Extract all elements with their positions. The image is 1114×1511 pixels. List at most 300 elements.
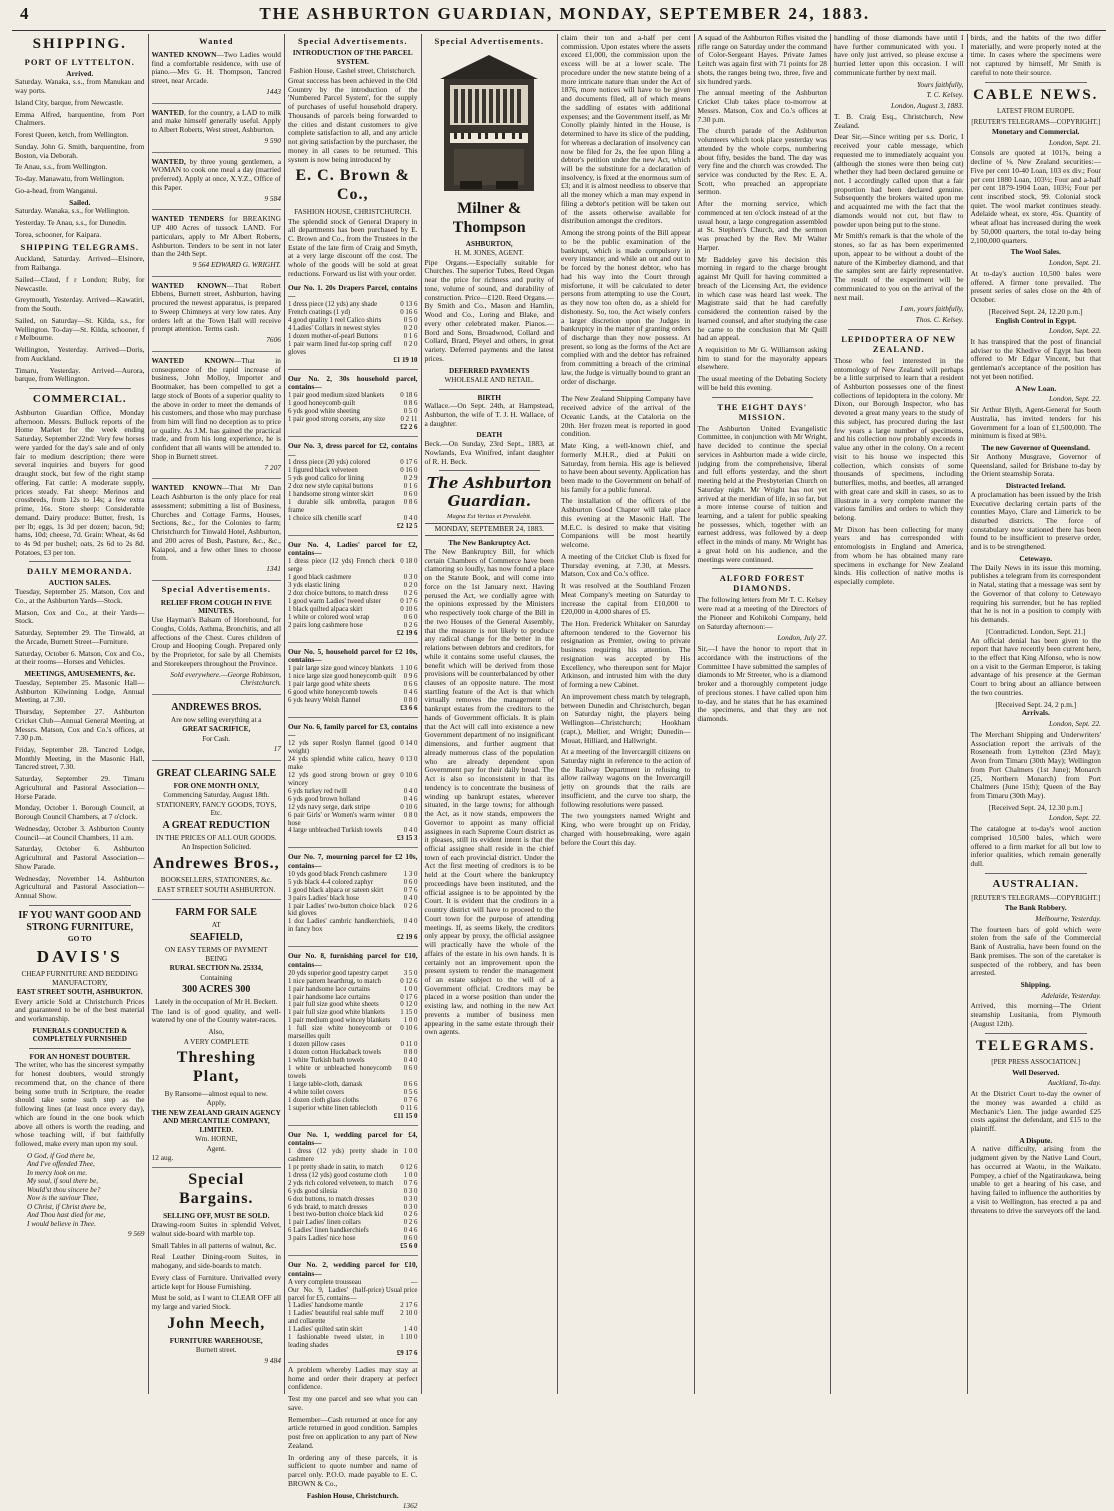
parcel-item-name: 1 pair full size good white blankets: [288, 1009, 385, 1017]
parcel-item-price: 0 6 0: [403, 1235, 418, 1243]
column-3: [285, 34, 422, 1511]
ad-text: for BREAKING UP 400 Acres of tussock LAND. For particulars, apply to Mr Albert Roberts, Ashburton. Tenders to be sent in not later than the 24th Sept.: [151, 214, 281, 259]
parcel-item-price: 0 4 6: [403, 795, 418, 803]
parcel-item-row: [288, 1310, 418, 1326]
parcel-list: [288, 282, 418, 1363]
parcel-item-price: 0 13 6: [400, 301, 418, 309]
parcel-item-price: 0 5 0: [403, 317, 418, 325]
ad-lead: WANTED,: [151, 156, 186, 166]
parcel-total-label: [288, 705, 398, 713]
parcel-item-price: 0 3 0: [403, 1195, 418, 1203]
meeting-item: Saturday, October 6. Ashburton Agricultural and Pastoral Association—Show Parade.: [15, 844, 145, 871]
received-line: [Received Sept. 24, 12.30 p.m.]: [988, 802, 1083, 812]
ad-text: —Two Ladies would find a comfortable residence, with use of piano.—Mrs G. H. Thompson, Tancred street, near Arcade.: [151, 50, 281, 86]
parcel-item-name: 1 pair handsome lace curtains: [288, 993, 370, 1001]
dateline: London, Sept. 21.: [1049, 137, 1101, 147]
parcel-item-price: 0 2 0: [403, 582, 418, 589]
dateline: London, Sept. 22.: [1049, 719, 1101, 729]
grain-agent: Wm. HORNE,: [194, 1135, 238, 1144]
parcel-item-row: [288, 887, 418, 895]
parcel-block: [288, 1259, 418, 1363]
egypt-text: It has transpired that the post of financial adviser to the Khedive of Egypt has been offered to Mr Edgar Vincent, but that gentleman's acceptance of the position has not yet been notified.: [970, 337, 1101, 381]
news-item: The Hon. Frederick Whitaker on Saturday afternoon tendered to the Governor his resignation as Premier, owing to private business requiring his attention. The resignation was accepted by His Excellency, who thereupon sent for Major Atkinson, and intrusted him with the duty of forming a new Cabinet.: [561, 619, 691, 690]
sailed-item: Torea, schooner, for Kaipara.: [15, 229, 102, 239]
shipping-heading: Shipping.: [1020, 979, 1051, 989]
wanted-heading: Wanted: [199, 36, 234, 46]
deferred-payments: DEFERRED PAYMENTS: [449, 366, 530, 375]
parcel-item-name: 1 black quilted alpaca skirt: [288, 605, 363, 613]
grain-agent-title: Agent.: [206, 1144, 226, 1153]
parcel-item-price: 0 10 6: [400, 771, 418, 779]
australian-heading: AUSTRALIAN.: [992, 877, 1079, 890]
ad-reference: 7606: [266, 335, 281, 345]
parcel-item-price: 2 10 0: [400, 1310, 418, 1318]
parcel-item-row: [288, 606, 418, 614]
wanted-ad: [152, 280, 282, 352]
special-ads-heading: Special Advertisements.: [161, 583, 271, 594]
parcel-item-row: [288, 475, 418, 483]
parcel-title: Our No. 6, family parcel for £3, contains—: [288, 721, 418, 740]
davis-address: EAST STREET SOUTH, ASHBURTON.: [16, 988, 143, 997]
relief-reference: Sold everywhere.—George Robinson, Christchurch.: [170, 669, 281, 688]
meeting-item: Wednesday, October 3. Ashburton County Council—at Council Chambers, 11 a.m.: [15, 823, 145, 842]
parcel-total: £3 6 6: [400, 704, 418, 712]
letter-text: handling of those diamonds have until I have further communicated with you. I have only just arrived, so please excuse a hurried letter upon this occasion. I will communicate further by next mail.: [834, 33, 964, 77]
meeting-item: Friday, September 28. Tancred Lodge, Monthly Meeting, in the Masonic Hall, Tancred street, 7.30.: [15, 744, 145, 772]
column-8: [968, 34, 1105, 1394]
andrewes-line: Are now selling everything at a: [171, 715, 262, 724]
parcel-item-name: 1 dozen pillow cases: [288, 1041, 346, 1049]
telegrams-source: [PER PRESS ASSOCIATION.]: [991, 1058, 1081, 1067]
parcel-item-row: [288, 622, 418, 630]
parcel-item-row: [288, 903, 418, 919]
parcel-item-name: 1 fashionable tweed ulster, in leading shades: [288, 1334, 384, 1350]
parcel-item-name: 1 pair good strong corsets, any size: [288, 415, 386, 423]
contradicted-text: An official denial has been given to the report that have recently been current here, to the effect that King Alfonso, who is now on a visit to the German Emperor, is taking advantage of his presence at the German Court to bring about an alliance between the two countries.: [970, 635, 1101, 697]
parcel-block: [288, 950, 418, 1125]
parcel-item-name: 6 yds good brown holland: [288, 795, 360, 803]
news-item: An improvement chess match by telegraph, between Dunedin and Christchurch, began on Saturday night, the players being Wellington—Christchurch; Hookham (capt.), Mellier, and Wright; Dunedin—Mouat, Hilliard, and Hallwright.: [561, 691, 691, 745]
dateline: Melbourne, Yesterday.: [1035, 913, 1101, 923]
parcel-item-price: 0 6 0: [403, 1064, 418, 1072]
parcel-item-price: 0 2 11: [400, 415, 418, 423]
parcel-item-name: 1 large table-cloth, damask: [288, 1080, 363, 1088]
arrived-item: Emma Alfred, barquentine, from Port Chalmers.: [15, 109, 145, 128]
column-6: [695, 34, 832, 1394]
clearing-firm-address: EAST STREET SOUTH ASHBURTON.: [157, 885, 276, 894]
newspaper-title: THE ASHBURTON GUARDIAN, MONDAY, SEPTEMBER 24, 1883.: [259, 4, 871, 23]
parcel-item-row: [288, 994, 418, 1002]
parcel-item-row: [288, 1049, 418, 1057]
parcel-block: [288, 373, 418, 437]
parcel-item-name: 6 yds good silesia: [288, 1187, 338, 1195]
parcel-total-label: [288, 1243, 398, 1251]
ad-reference: 7 207: [264, 462, 281, 472]
parcel-table: [288, 459, 418, 530]
parcel-item-row: [288, 1326, 418, 1334]
farm-place: SEAFIELD,: [189, 931, 243, 943]
column-4: [422, 34, 559, 1394]
parcel-note: Test my one parcel and see what you can save.: [288, 1394, 418, 1412]
wool-text: At to-day's auction 10,500 bales were offered. A firmer tone prevailed. The present series of sales close on the 4th of October.: [970, 268, 1101, 305]
doubter-heading: FOR AN HONEST DOUBTER.: [29, 1051, 130, 1061]
parcel-total-label: [288, 1350, 384, 1358]
parcel-item-price: 1 10 0: [400, 1334, 418, 1342]
letter-text: Mr Smith's remark is that the whole of the stones, so far as has been experimented upon, appear to be without a doubt of the nature of the Kimberley diamond, and that the samples sent are fairly representative. The result of the experiment will be communicated to you on the arrival of the next mail.: [834, 231, 964, 302]
parcel-item-name: 1 dress piece (12 yds) any shade: [288, 301, 378, 309]
parcel-item-row: [288, 681, 418, 689]
bank-text: The fourteen bars of gold which were stolen from the safe of the Commercial Bank of Australia, have been found on the Bank premises. The son of the caretaker is suspected of the robbery, and has been arrested.: [970, 924, 1101, 978]
article-body: claim their ton and a-half per cent commission. Upon estates where the assets exceed £1,000, the commission upon the excess will be at a lower scale. The procedure under the new statute being of a more intricate nature than under the Act of 1876, more notices will have to be given and documents filed, all of which means the saddling of estates with additional expenses; and the Government itself, as Mr Conolly plainly hinted in the House, is determined to have its slice of the pudding, for whereas a declaration of insolvency can now be filed for 2s, the fee upon filing a debtor's petition under the new Act, which will be the substitute for a declaration of insolvency, is fixed at the enormous sum of £3; and it is almost needless to observe that all the money which a man may expend in filing a debtor's petition will be taken out of the assets otherwise available for distribution amongst the creditors.: [561, 33, 691, 226]
parcel-item-name: 1 handsome strong winter skirt: [288, 491, 374, 499]
parcel-item-name: 1 choice silk chenille scarf: [288, 514, 362, 522]
parcel-item-row: [288, 970, 418, 978]
parcel-item-price: 0 8 6: [403, 498, 418, 506]
parcel-item-row: [288, 740, 418, 756]
parcel-item-price: 0 12 0: [400, 1001, 418, 1009]
parcel-total-row: [288, 1243, 418, 1251]
news-item: The New Zealand Shipping Company have received advice of the arrival of the Oceanic Lands, at the Cataloria on the 20th. Her frozen meat is reported in good condition.: [561, 394, 691, 439]
arrived-item: Island City, barque, from Newcastle.: [15, 97, 124, 107]
parcel-item-price: 1 4 0: [403, 1326, 418, 1334]
parcel-item-row: [288, 1211, 418, 1219]
arrived-heading: Arrived.: [66, 68, 94, 78]
parcel-item-price: 0 7 6: [403, 1096, 418, 1104]
column-2: [149, 34, 286, 1394]
parcel-item-price: 0 4 6: [403, 688, 418, 696]
clearing-sale-ad: [152, 764, 282, 900]
parcel-item-row: [288, 408, 418, 416]
news-item: It was resolved at the Southland Frozen Meat Company's meeting on Saturday to increase the capital from £10,000 to £20,000 in 4,000 shares of £5.: [561, 581, 691, 617]
parcel-item-row: [288, 1089, 418, 1097]
clearing-line: STATIONERY, FANCY GOODS, TOYS, Etc.: [156, 800, 277, 818]
divider: [29, 561, 131, 562]
dispute-text: A native difficulty, arising from the judgment given by the Native Land Court, has occurred at Waotu, in the Waikato. Pompey, a chief of the Ngatiraukawa, being unable to get a hearing of his case, and having failed to influence the authorities by a visit to Wellington, has erected a pa and threatens to drive the surveyors off the land.: [970, 1144, 1101, 1215]
bargains-heading: Special Bargains.: [179, 1171, 254, 1207]
parcel-total: £9 17 6: [396, 1350, 418, 1358]
parcel-block: [288, 646, 418, 718]
parcel-table: [288, 871, 418, 942]
parcel-item-row: [288, 1302, 418, 1310]
milner-thompson-title: Milner & Thompson: [452, 200, 526, 236]
auction-item: Saturday, September 29. The Tinwald, at the Arcade, Burnett Street—Furniture.: [15, 628, 145, 646]
parcel-item-row: [288, 317, 418, 325]
ad-reference: 1362: [402, 1501, 418, 1511]
parcel-item-name: 12 yds super Roslyn flannel (good weight): [288, 740, 395, 756]
farm-line: A VERY COMPLETE: [183, 1037, 249, 1046]
parcel-item-price: 0 2 6: [403, 1219, 418, 1227]
parcel-item-row: [288, 400, 418, 408]
parcel-table: [288, 740, 418, 843]
ad-reference: 9 584: [264, 193, 281, 203]
poem-line: And Thou hast died for me,: [27, 1211, 106, 1220]
editorial-motto: Magna Est Veritas et Prevalebit.: [447, 512, 532, 520]
sailed-item: Saturday. Wanaka, s.s., for Wellington.: [15, 206, 130, 216]
news-item: The installation of the officers of the Ashburton Good Chapter will take place this evening at the Masonic Hall. The M.E.C. is desired to make that visiting Companions will be most heartily welcome.: [561, 496, 691, 550]
page-number: 4: [20, 4, 30, 23]
telegram-item: Auckland, Saturday. Arrived—Elsinore, from Raibanga.: [15, 254, 145, 273]
parcel-item-price: 0 17 6: [400, 993, 418, 1001]
clearing-line: IN THE PRICES OF ALL OUR GOODS.: [155, 833, 277, 842]
meeting-item: Saturday, September 29. Timaru Agricultural and Pastoral Association—Horse Parade.: [15, 774, 145, 801]
qld-heading: The new Governor of Queensland.: [981, 443, 1090, 453]
parcel-item-row: [288, 879, 418, 887]
parcel-item-price: 0 4 0: [403, 827, 418, 835]
shipping-text: Arrived, this morning—The Orient steamship Lusitania, from Plymouth (August 12th).: [970, 1001, 1101, 1028]
arrived-item: Go-a-head, from Wanganui.: [15, 185, 98, 195]
loan-text: Sir Arthur Blyth, Agent-General for South Australia, has invited tenders for his Government for a loan of £1,500,000. The minimum is fixed at 98½.: [970, 405, 1101, 441]
meech-name: John Meech,: [167, 1314, 266, 1332]
parcel-item-price: 0 10 6: [400, 1025, 418, 1033]
parcel-title: Our No. 1, wedding parcel for £4, contains—: [288, 1129, 418, 1148]
bargain-clearance: Must be sold, as I want to CLEAR OFF all my large and varied Stock.: [151, 1293, 281, 1312]
sailed-item: Yesterday. Te Anau, s.s., for Dunedin.: [15, 217, 127, 227]
poem-line: O Christ, if Christ there be,: [27, 1202, 106, 1211]
parcel-item-price: 3 5 0: [403, 969, 418, 977]
andrewes-ad: [152, 698, 282, 761]
parcel-item-row: [288, 416, 418, 424]
ireland-text: A proclamation has been issued by the Irish Executive declaring certain parts of the counties Mayo, Clare and Limerick to be disturbed districts. The force of constabulary now stationed there has been found to be insufficient to preserve order, and is to be strengthened.: [970, 489, 1101, 552]
parcel-item-name: 2 doz choice buttons, to match dress: [288, 589, 389, 597]
shipping-telegrams-heading: SHIPPING TELEGRAMS.: [20, 242, 139, 253]
letter-place-date: London, August 3, 1883.: [890, 101, 964, 111]
shipping-heading: SHIPPING.: [32, 36, 127, 52]
parcel-item-row: [288, 1057, 418, 1065]
parcel-item-price: 0 4 0: [403, 894, 418, 902]
news-item: The two youngsters named Wright and King, who were brought up on Friday, charged with housebreaking, were again before the Court this day.: [561, 811, 691, 847]
parcel-item-row: [288, 499, 418, 515]
wool-heading: The Wool Sales.: [1010, 247, 1061, 257]
parcel-item-price: —: [410, 1278, 418, 1286]
threshing-heading: Threshing Plant,: [176, 1049, 256, 1086]
wanted-ad: [152, 156, 282, 211]
parcel-item-price: 0 18 6: [400, 392, 418, 400]
letter-signature: T. C. Kelsey.: [926, 90, 964, 100]
parcel-item-row: [288, 673, 418, 681]
poem-line: O God, if God there be,: [27, 1151, 95, 1160]
parcel-item-name: 1 pair large size good wincey blankets: [288, 665, 394, 673]
article-heading: The New Bankruptcy Act.: [448, 538, 531, 548]
parcel-item-row: [288, 697, 418, 705]
parcel-item-row: [288, 392, 418, 400]
parcel-item-price: 0 2 6: [403, 902, 418, 910]
letter-signoff: I am, yours faithfully,: [900, 304, 964, 314]
divider: [29, 905, 131, 906]
relief-heading: RELIEF FROM COUGH IN FIVE MINUTES.: [160, 597, 272, 616]
parcel-text: Great success has been achieved in the Old Country by the introduction of the 'Numbered Parcel System', for the supply of purchases of useful household drapery. Thousands of parcels being forwarded to the cities and distant customers to give complete satisfaction to all, and any article not giving satisfaction by the purchaser, the money in all cases to be returned. This system is now being introduced by: [288, 75, 418, 164]
parcel-block: [288, 1129, 418, 1257]
ad-text: by three young gentlemen, a WOMAN to cook one meal a day (married preferred). Apply at once, X.Y.Z., Office of this Paper.: [151, 156, 281, 192]
ad-lead: WANTED KNOWN: [151, 483, 222, 493]
parcel-item-price: 0 6 0: [403, 613, 418, 621]
parcel-item-price: 0 4 0: [403, 1057, 418, 1064]
australian-copyright: [REUTER'S TELEGRAMS—COPYRIGHT.]: [971, 893, 1101, 902]
parcel-title: Our No. 1. 20s Drapers Parcel, contains—: [288, 282, 418, 301]
parcel-item-row: [288, 1105, 418, 1113]
news-item: At a meeting of the Invercargill citizens on Saturday night in reference to the action of the Railway Department in refusing to allow railway wagons on the Invercargill jetty on grounds that the rails are insufficient, and the curve too sharp, the following resolutions were passed.: [561, 747, 691, 809]
bargain-item: Every class of Furniture. Unrivalled every article kept for House Furnishing.: [151, 1272, 281, 1291]
parcel-item-row: [288, 1025, 418, 1041]
poem-line: I would believe in Thee.: [27, 1219, 96, 1228]
parcel-item-name: 1 Ladies' beautiful real sable muff and collarette: [288, 1310, 384, 1326]
ad-text: —That Mr Dan Leach Ashburton is the only place for real assessment; submitting a list of Business, Churches and Cottage Farms, Houses, Sections, &c., for the Colonies to farm; Christchurch for Tinwald Hotel, Ashburton, and 200 acres of Bush, Pasture, &c., &c., Kaiapoi, and a few other lines to choose from.: [151, 483, 281, 563]
auction-item: Matson, Cox and Co., at their Yards—Stock.: [15, 607, 145, 626]
dateline: Auckland, To-day.: [1047, 1078, 1101, 1088]
parcel-item-name: 1 durable silk umbrella, paragon frame: [288, 498, 395, 514]
telegrams-heading: TELEGRAMS.: [975, 1037, 1096, 1054]
column-7: [831, 34, 968, 1394]
parcel-item-name: 1 dozen mother-of-pearl Buttons: [288, 332, 378, 340]
parcel-item-row: [288, 459, 418, 467]
cable-news-heading: CABLE NEWS.: [973, 86, 1099, 103]
parcel-total: £11 15 0: [393, 1112, 418, 1120]
article-body: Among the strong points of the Bill appear to be the public examination of the bankrupt, which is made compulsory in every instance; and while an out and out to be forced by the honest debtor, who has had his way into the Court through misfortune, it will be calculated to deter persons from attempting to use the Court, as they now too often do, as a shield for dishonesty. So, too, the Act wisely confers a larger discretion upon the Judges in bankruptcy in the matter of granting orders of discharge than they now possess. At present, so long as the forms of the Act are complied with and the debtor has refrained from committing a breach of the criminal law, the Judge is virtually bound to grant an order of discharge.: [561, 228, 691, 386]
parcel-item-row: [288, 895, 418, 903]
parcel-total: £2 19 6: [396, 934, 418, 942]
parcel-item-price: 2 17 6: [400, 1302, 418, 1310]
parcel-item-price: 0 8 6: [403, 400, 418, 408]
wanted-ad: [152, 49, 282, 104]
poem-line: Would'st thou sincere be?: [27, 1185, 101, 1194]
parcel-item-name: 6 yds turkey red twill: [288, 787, 347, 795]
news-item: A squad of the Ashburton Rifles visited the rifle range on Saturday under the command of Color-Sergeant Hayes. Private James Leitch was again first with 71 points for 28 shots, the ranges being two, three, five and six hundred yards.: [697, 33, 827, 86]
mission-heading: THE EIGHT DAYS' MISSION.: [717, 401, 808, 422]
parcel-total-row: [288, 357, 418, 365]
parcel-item-name: 1 nice pattern hearthrug, to match: [288, 977, 381, 985]
parcel-item-name: Our No. 9, Ladies' (half-price) parcel for £5, contains—: [288, 1286, 384, 1302]
ad-reference: 1341: [266, 564, 281, 573]
parcel-item-price: 0 12 6: [400, 977, 418, 985]
birth-notice: Wallace.—On Sept. 24th, at Hampstead, Ashburton, the wife of T. J. H. Wallace, of a daughter.: [424, 401, 554, 428]
columns: [12, 33, 1104, 1511]
parcel-item-row: [288, 1279, 418, 1287]
news-item: Mr Baddeley gave his decision this morning in regard to the charge brought against Mr Quill for having committed a breach of the Licensing Act, the evidence in which case was heard last week. The Magistrate said that he had carefully considered the contention raised by the learned counsel, and after studying the case he came to the conclusion that Mr Quill had an appeal.: [697, 254, 827, 343]
parcel-item-name: 1 Ladies' quilted satin skirt: [288, 1326, 363, 1334]
cetewayo-text: The Daily News in its issue this morning, publishes a telegram from its correspondent in Natal, stating that a message was sent by the Governor of that colony to Cetewayo requiring his surrender, but he has replied that he is not in a position to comply with his demands.: [970, 562, 1101, 625]
farm-line: Lately in the occupation of Mr H. Beckett.: [155, 998, 278, 1007]
lepidoptera-text: Mr Dixon has been collecting for many years and has corresponded with entomologists in England and America, from whom he has obtained many rare specimens in exchange for New Zealand kinds. His collection of native moths is especially complete.: [834, 524, 964, 587]
death-heading: DEATH: [476, 430, 503, 440]
parcel-item-name: 5 yds good calico for lining: [288, 475, 364, 483]
parcel-title: Our No. 5, household parcel for £2 10s, contains—: [288, 646, 418, 665]
letter-signature: Thos. C. Kelsey.: [915, 315, 964, 325]
parcel-total-row: [288, 835, 418, 843]
parcel-item-name: 6 Ladies' linen handkerchiefs: [288, 1227, 369, 1235]
poem-line: In mercy look on me.: [27, 1168, 88, 1177]
parcel-item-name: 1 good warm Ladies' tweed ulster: [288, 597, 381, 605]
ad-reference: 12 aug.: [151, 1153, 174, 1163]
andrewes-line: GREAT SACRIFICE,: [182, 725, 251, 734]
parcel-item-price: 0 10 6: [400, 803, 418, 811]
funerals-line: FUNERALS CONDUCTED & COMPLETELY FURNISHED: [32, 1026, 128, 1044]
clearing-firm-name: Andrewes Bros.,: [152, 854, 280, 872]
divider: [29, 1048, 131, 1049]
bargain-item: Drawing-room Suites in splendid Velvet, walnut side-board with marble top.: [151, 1220, 281, 1238]
dateline: Adelaide, Yesterday.: [1041, 990, 1101, 1000]
parcel-item-name: 1 pair Ladies' two-button choice black kid gloves: [288, 902, 395, 918]
parcel-total-label: [288, 630, 395, 638]
parcel-item-name: 1 good black alpaca or sateen skirt: [288, 886, 384, 894]
parcel-item-row: [288, 772, 418, 788]
letter-signoff: Yours faithfully,: [916, 79, 964, 89]
parcel-item-price: 0 2 9: [403, 475, 418, 483]
news-item: A meeting of the Cricket Club is fixed for Thursday evening, at 7.30, at Messrs. Matson, Cox and Co.'s office.: [561, 551, 691, 579]
parcel-item-name: 1 dozen cotton Huckaback towels: [288, 1049, 381, 1057]
parcel-item-row: [288, 1287, 418, 1303]
telegram-item: Sailed—Claud, f r London; Ruby, for Newcastle.: [15, 274, 145, 293]
parcel-item-price: 0 2 6: [403, 621, 418, 629]
parcel-item-row: [288, 1001, 418, 1009]
commercial-heading: COMMERCIAL.: [32, 393, 127, 406]
farm-text: The land is of good quality, and well-watered by one of the County water-races.: [151, 1006, 281, 1025]
clearing-line: An Inspection Solicited.: [181, 843, 252, 852]
parcel-item-price: 0 2 0: [403, 324, 418, 332]
parcel-item-name: 1 full size white honeycomb or marseilles quilt: [288, 1025, 392, 1041]
letter-date: London, July 27.: [777, 633, 827, 643]
parcel-subheading: Fashion House, Cashel street, Christchurch.: [289, 67, 416, 76]
memoranda-heading: DAILY MEMORANDA.: [26, 566, 133, 577]
davis-name: DAVIS'S: [36, 947, 123, 967]
grain-agency-name: THE NEW ZEALAND GRAIN AGENCY AND MERCANTILE COMPANY, LIMITED.: [151, 1108, 281, 1134]
parcel-total-row: [288, 523, 418, 531]
parcel-block: [288, 539, 418, 643]
parcel-item-name: 1 white Turkish bath towels: [288, 1057, 365, 1064]
qld-text: Sir Anthony Musgrave, Governor of Queensland, sailed for Brisbane to-day by the Orient steamship Sorata.: [970, 451, 1101, 479]
farm-heading: FARM FOR SALE: [175, 907, 257, 919]
parcel-item-name: 2 yds rich colored velveteen, to match: [288, 1179, 394, 1187]
ecb-name: E. C. Brown & Co.,: [295, 167, 410, 204]
parcel-item-price: 0 6 0: [403, 491, 418, 499]
parcel-item-row: [288, 1227, 418, 1235]
parcel-table: [288, 665, 418, 713]
poem-line: My soul, if soul there be,: [27, 1177, 98, 1186]
parcel-item-row: [288, 1180, 418, 1188]
parcel-item-price: 0 16 6: [400, 309, 418, 317]
parcel-item-price: 1 15 0: [400, 1009, 418, 1017]
parcel-item-name: 1 Ladies' handsome mantle: [288, 1302, 363, 1310]
parcel-block: [288, 440, 418, 536]
wanted-ad: [152, 107, 282, 153]
furniture-ad-lead: IF YOU WANT GOOD AND STRONG FURNITURE,: [18, 909, 142, 933]
editorial-date: MONDAY, SEPTEMBER 24, 1883.: [425, 523, 555, 536]
wholesale-retail: WHOLESALE AND RETAIL.: [444, 376, 534, 385]
parcel-item-row: [288, 1041, 418, 1049]
parcel-item-name: 1 dress (12 yds) pretty shade in cashmere: [288, 1147, 399, 1163]
parcel-total: £3 15 3: [396, 835, 418, 843]
parcel-item-price: 0 4 0: [403, 918, 418, 926]
davis-text: Every article Sold at Christchurch Prices and guaranteed to be of the best material and workmanship.: [15, 996, 145, 1024]
ad-reference: 1443: [266, 86, 281, 96]
relief-ad: [152, 597, 282, 695]
parcel-item-name: 1 pr pretty shade in satin, to match: [288, 1163, 384, 1171]
parcel-item-name: 6 yds braid, to match dresses: [288, 1203, 368, 1211]
parcel-item-price: 1 0 0: [403, 1147, 418, 1155]
parcel-item-row: [288, 341, 418, 357]
parcel-item-name: 3 yds elastic lining: [288, 582, 340, 589]
sailed-heading: Sailed.: [69, 197, 91, 207]
arrived-item: Sunday. John G. Smith, barquentine, from Boston, via Deborah.: [15, 141, 145, 160]
parcel-item-row: [288, 1204, 418, 1212]
divider: [29, 388, 131, 389]
ireland-heading: Distracted Ireland.: [1005, 481, 1066, 491]
parcel-item-price: 0 6 6: [403, 680, 418, 688]
ad-text: , for the country, a LAD to milk and make himself generally useful. Apply to Albert Roberts, West street, Ashburton.: [151, 107, 281, 135]
go-to-label: GO TO: [67, 934, 92, 944]
parcel-item-row: [288, 788, 418, 796]
organ-illustration-icon: [430, 49, 548, 197]
parcel-item-name: 6 good white honeycomb towels: [288, 688, 378, 696]
parcel-item-name: 1 nice large size good honeycomb quilt: [288, 672, 397, 680]
